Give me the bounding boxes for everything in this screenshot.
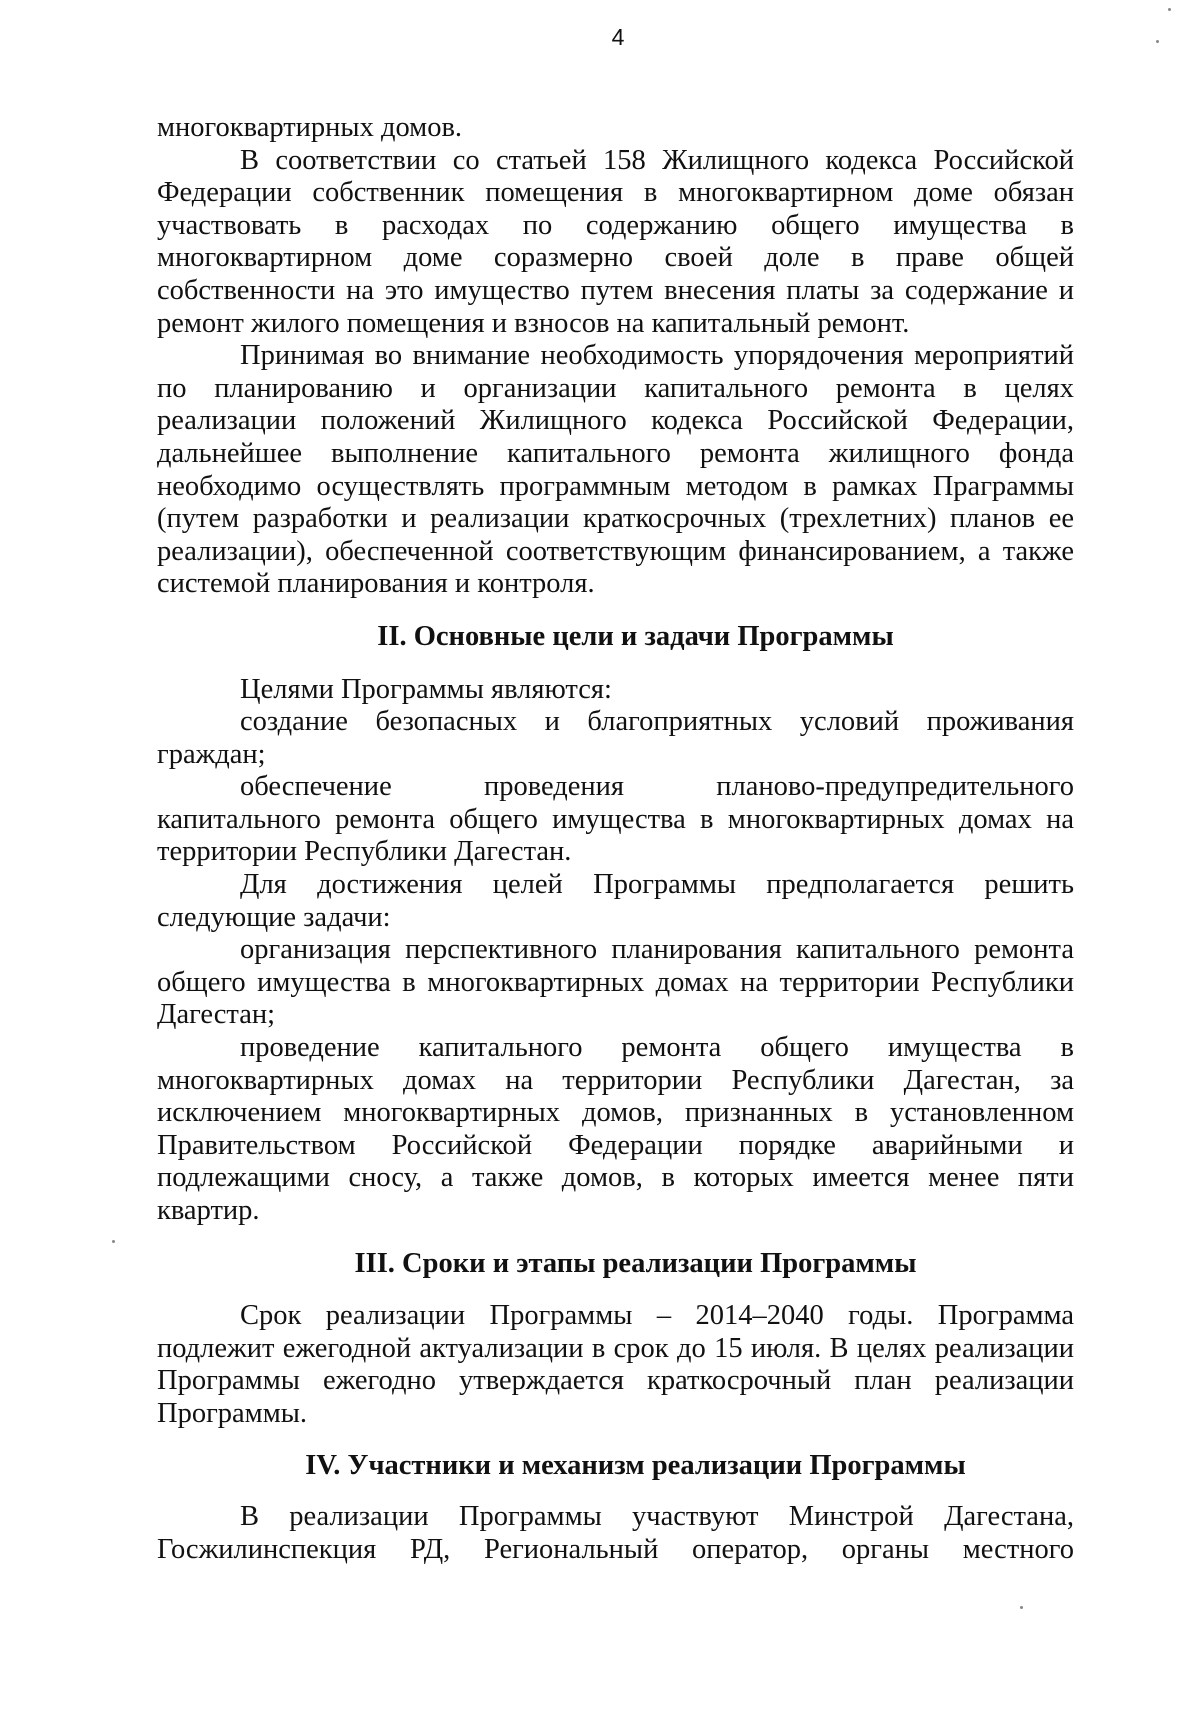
scan-speck bbox=[1020, 1606, 1023, 1609]
section-heading-participants: IV. Участники и механизм реализации Программы bbox=[305, 1449, 966, 1481]
scan-speck bbox=[112, 1240, 115, 1243]
scan-speck bbox=[1168, 8, 1171, 11]
paragraph-continuation: многоквартирных домов. bbox=[157, 112, 463, 143]
paragraph-goal-2: обеспечение проведения планово-предупредительного капитального ремонта общего имущества в многоквартирных домах на территории Республики Дагестан. bbox=[157, 771, 1074, 868]
paragraph-participants: В реализации Программы участвуют Минстрой Дагестана, Госжилинспекция РД, Региональный оператор, органы местного bbox=[157, 1501, 1074, 1565]
section-heading-goals: II. Основные цели и задачи Программы bbox=[377, 620, 894, 652]
paragraph-goals-intro: Целями Программы являются: bbox=[240, 673, 612, 705]
paragraph-timeline: Срок реализации Программы – 2014–2040 годы. Программа подлежит ежегодной актуализации в срок до 15 июля. В целях реализации Программы ежегодно утверждается краткосрочный план реализации Программы. bbox=[157, 1300, 1074, 1429]
paragraph-tasks-intro: Для достижения целей Программы предполагается решить следующие задачи: bbox=[157, 869, 1074, 933]
document-body bbox=[157, 112, 1074, 1566]
paragraph-program-method: Принимая во внимание необходимость упорядочения мероприятий по планированию и организации капитального ремонта в целях реализации положений Жилищного кодекса Российской Федерации, дальнейшее выполнение капитального ремонта жилищного фонда необходимо осуществлять программным методом в рамках Праграммы (путем разработки и реализации краткосрочных (трехлетних) планов ее реализации), обеспеченной соответствующим финансированием, а также системой планирования и контроля. bbox=[157, 340, 1074, 600]
paragraph-task-1: организация перспективного планирования капитального ремонта общего имущества в многоквартирных домах на территории Республики Дагестан; bbox=[157, 934, 1074, 1031]
paragraph-goal-1: создание безопасных и благоприятных условий проживания граждан; bbox=[157, 706, 1074, 770]
page-number: 4 bbox=[611, 24, 625, 50]
section-heading-timeline: III. Сроки и этапы реализации Программы bbox=[354, 1247, 917, 1279]
paragraph-task-2: проведение капитального ремонта общего имущества в многоквартирных домах на территории Республики Дагестан, за исключением многоквартирных домов, признанных в установленном Правительством Российской Федерации порядке аварийными и подлежащими сносу, а также домов, в которых имеется менее пяти квартир. bbox=[157, 1032, 1074, 1226]
paragraph-housing-code: В соответствии со статьей 158 Жилищного кодекса Российской Федерации собственник помещения в многоквартирном доме обязан участвовать в расходах по содержанию общего имущества в многоквартирном доме соразмерно своей доле в праве общей собственности на это имущество путем внесения платы за содержание и ремонт жилого помещения и взносов на капитальный ремонт. bbox=[157, 144, 1074, 339]
scan-speck bbox=[1156, 40, 1159, 43]
